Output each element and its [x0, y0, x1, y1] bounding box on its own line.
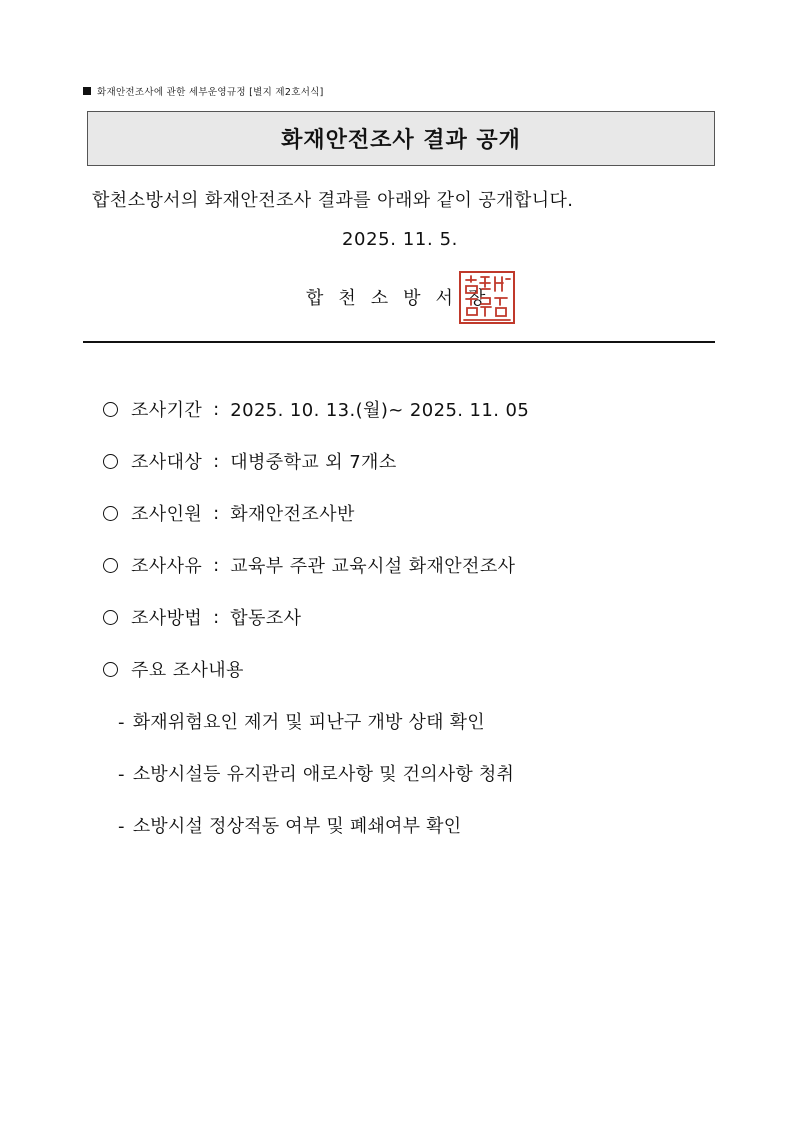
item-survey-personnel: [103, 500, 355, 526]
item-label: 조사대상: [131, 452, 203, 473]
item-label: 조사인원: [131, 504, 203, 525]
official-seal: [458, 270, 516, 325]
sub-item: [118, 812, 461, 838]
item-label: 조사방법: [131, 608, 203, 629]
dash-marker: -: [118, 816, 125, 837]
circle-icon: [103, 506, 118, 521]
item-survey-target: [103, 448, 397, 474]
item-separator: :: [213, 554, 220, 576]
sub-item-text: 소방시설등 유지관리 애로사항 및 건의사항 청취: [132, 764, 515, 785]
title-box: [87, 111, 715, 166]
item-value: 대병중학교 외 7개소: [230, 452, 397, 473]
filled-square-icon: [83, 87, 91, 95]
seal-stamp-icon: [458, 270, 516, 325]
sub-item: [118, 760, 514, 786]
sub-item-text: 화재위험요인 제거 및 피난구 개방 상태 확인: [132, 712, 485, 733]
item-survey-period: [103, 396, 529, 422]
page-title: 화재안전조사 결과 공개: [281, 128, 521, 153]
item-separator: :: [213, 450, 220, 472]
dash-marker: -: [118, 712, 125, 733]
item-label: 조사사유: [131, 556, 203, 577]
item-value: 화재안전조사반: [230, 504, 355, 525]
circle-icon: [103, 662, 118, 677]
circle-icon: [103, 558, 118, 573]
issuer-name: 합천소방서장: [306, 288, 501, 309]
sub-item: [118, 708, 485, 734]
form-reference-text: 화재안전조사에 관한 세부운영규정 [별지 제2호서식]: [97, 87, 324, 98]
dash-marker: -: [118, 764, 125, 785]
item-value: 합동조사: [230, 608, 302, 629]
circle-icon: [103, 454, 118, 469]
item-survey-reason: [103, 552, 515, 578]
circle-icon: [103, 610, 118, 625]
item-value: 2025. 10. 13.(월)~ 2025. 11. 05: [230, 400, 530, 421]
intro-text: 합천소방서의 화재안전조사 결과를 아래와 같이 공개합니다.: [92, 190, 574, 211]
sub-item-text: 소방시설 정상적동 여부 및 폐쇄여부 확인: [132, 816, 462, 837]
item-main-contents: [103, 656, 244, 682]
item-separator: :: [213, 398, 220, 420]
notice-date: 2025. 11. 5.: [342, 229, 458, 250]
form-reference-note: [83, 84, 324, 98]
section-divider: [83, 341, 715, 343]
item-label: 주요 조사내용: [131, 660, 244, 681]
item-value: 교육부 주관 교육시설 화재안전조사: [230, 556, 516, 577]
item-label: 조사기간: [131, 400, 203, 421]
item-separator: :: [213, 502, 220, 524]
item-separator: :: [213, 606, 220, 628]
circle-icon: [103, 402, 118, 417]
item-survey-method: [103, 604, 301, 630]
